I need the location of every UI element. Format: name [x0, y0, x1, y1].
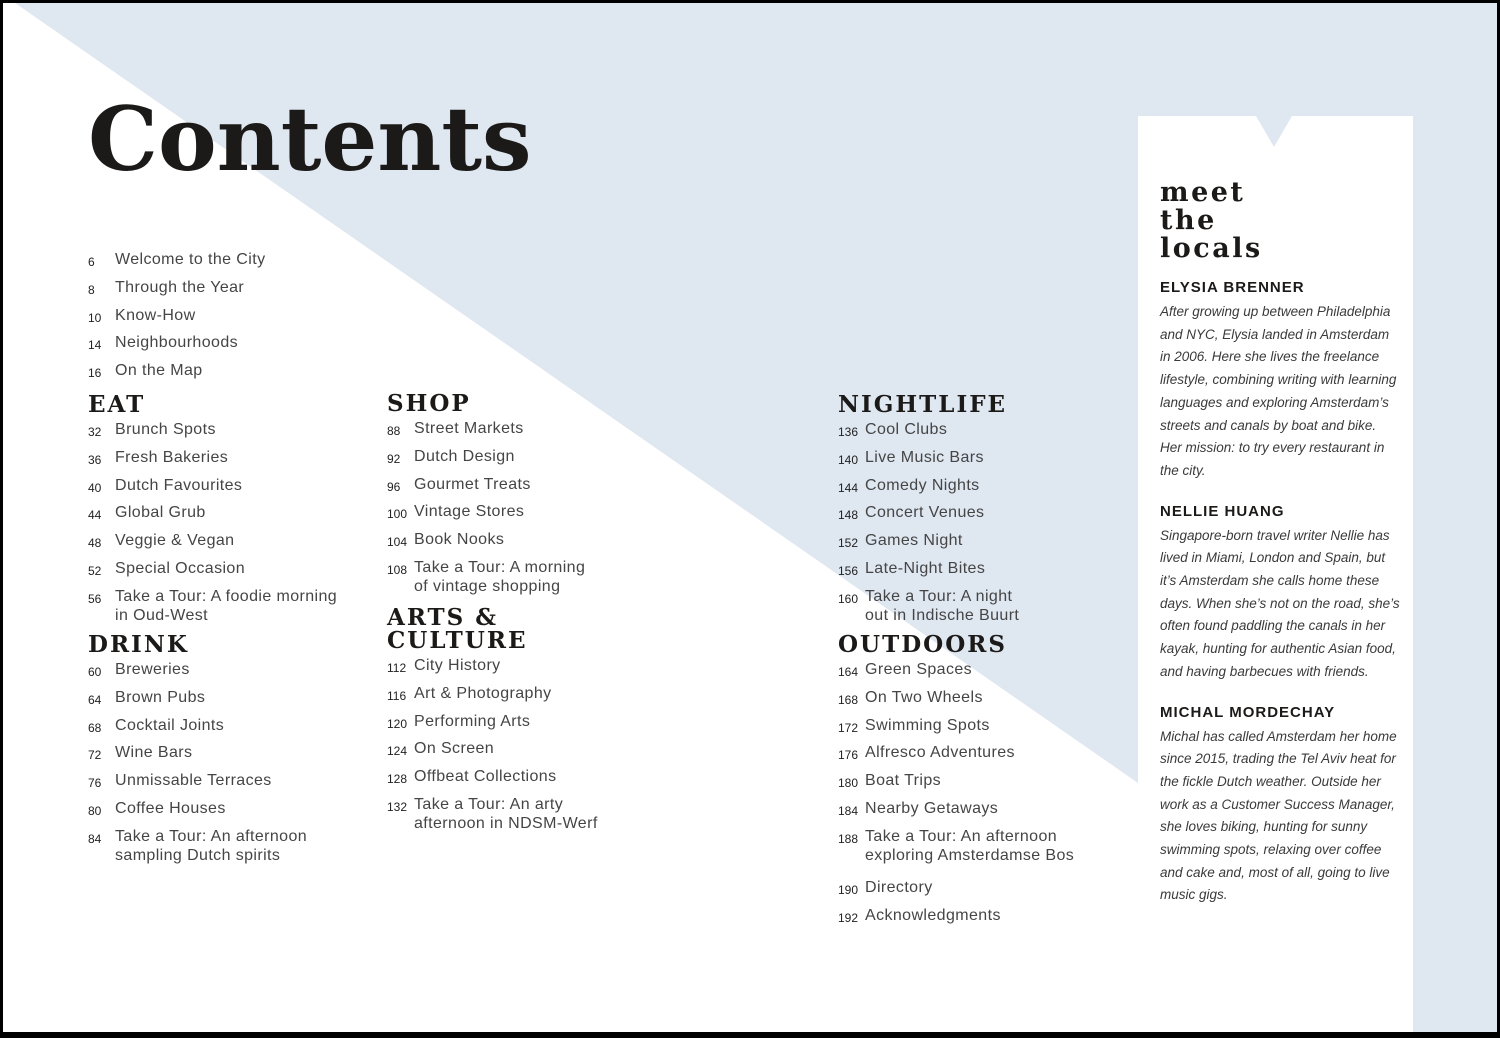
toc-entry — [838, 743, 1074, 765]
toc-entry — [838, 587, 1019, 625]
toc-entry — [88, 361, 265, 383]
section-heading-drink: DRINK — [88, 631, 189, 658]
toc-page-number: 6 — [88, 255, 95, 269]
toc-page-number: 68 — [88, 720, 102, 735]
toc-entry — [387, 684, 598, 706]
toc-page-number: 16 — [88, 366, 102, 381]
toc-entry — [88, 660, 307, 682]
contents-page — [3, 3, 1497, 1032]
person-block — [1160, 279, 1400, 483]
toc-entry-title: On Two Wheels — [865, 688, 983, 706]
toc-entry — [88, 716, 307, 738]
toc-entry-title: Take a Tour: An afternoon sampling Dutch spirits — [115, 827, 308, 864]
toc-entry — [88, 448, 337, 470]
toc-entry — [838, 906, 1001, 928]
toc-entry — [88, 743, 307, 765]
toc-entry-title: On the Map — [115, 362, 203, 380]
toc-entry-title: Performing Arts — [414, 712, 531, 730]
outdoors-section — [838, 633, 1074, 871]
person-name: ELYSIA BRENNER — [1160, 279, 1305, 296]
toc-entry-title: Cocktail Joints — [115, 716, 225, 734]
toc-entry-title: Fresh Bakeries — [115, 448, 229, 466]
toc-entry — [88, 420, 337, 442]
toc-entry-title: Global Grub — [115, 504, 206, 522]
toc-entry-title: Brunch Spots — [115, 421, 216, 438]
toc-page-number: 84 — [88, 831, 102, 846]
toc-entry — [838, 827, 1074, 865]
toc-entry — [88, 476, 337, 498]
toc-entry-title: Offbeat Collections — [414, 768, 557, 786]
toc-page-number: 184 — [838, 803, 859, 818]
toc-page-number: 36 — [88, 452, 102, 467]
toc-page-number: 192 — [838, 910, 859, 925]
toc-page-number: 96 — [387, 479, 401, 494]
toc-entry — [838, 688, 1074, 710]
toc-entry — [387, 795, 598, 833]
toc-page-number: 152 — [838, 536, 859, 551]
toc-page-number: 160 — [838, 591, 859, 606]
toc-entry — [88, 531, 337, 553]
toc-entry-title: Boat Trips — [865, 772, 942, 790]
meet-the-locals-panel — [1160, 179, 1400, 927]
toc-entry-title: Acknowledgments — [865, 906, 1001, 924]
toc-entry — [838, 476, 1019, 498]
toc-entry — [838, 503, 1019, 525]
section-heading-outdoors: OUTDOORS — [838, 631, 1007, 658]
section-heading-nightlife: NIGHTLIFE — [838, 391, 1008, 418]
toc-page-number: 188 — [838, 831, 859, 846]
toc-entry — [387, 558, 585, 596]
toc-entry-title: Coffee Houses — [115, 799, 226, 817]
toc-entry-title: Gourmet Treats — [414, 475, 531, 493]
toc-page-number: 72 — [88, 748, 102, 763]
toc-page-number: 32 — [88, 425, 102, 439]
toc-page-number: 132 — [387, 799, 408, 814]
toc-entry — [387, 419, 585, 441]
toc-entry-title: Brown Pubs — [115, 688, 206, 706]
person-bio: Singapore-born travel writer Nellie has lived in Miami, London and Spain, but it’s Amsterdam she calls home these days. When she’s not on the road, she’s often found paddling the canals in her kayak, hunting for authentic Asian food, and having barbecues with friends. — [1160, 527, 1400, 679]
toc-entry-title: Swimming Spots — [865, 716, 990, 734]
person-block — [1160, 503, 1400, 684]
toc-entry — [387, 475, 585, 497]
toc-page-number: 92 — [387, 451, 401, 466]
person-block — [1160, 704, 1400, 908]
toc-entry — [838, 799, 1074, 821]
toc-entry-title: Live Music Bars — [865, 448, 984, 466]
toc-entry — [387, 712, 598, 734]
toc-entry — [88, 771, 307, 793]
toc-entry-title: Know-How — [115, 306, 196, 324]
toc-entry-title: Unmissable Terraces — [115, 772, 272, 790]
shop-section — [387, 392, 585, 602]
toc-entry-title: Late-Night Bites — [865, 559, 986, 577]
toc-entry — [387, 767, 598, 789]
toc-entry — [387, 656, 598, 678]
toc-page-number: 116 — [387, 688, 407, 703]
toc-page-number: 48 — [88, 536, 102, 551]
toc-entry-title: Take a Tour: A night out in Indische Buurt — [865, 587, 1020, 624]
toc-entry-title: Comedy Nights — [865, 476, 980, 494]
toc-entry — [838, 448, 1019, 470]
toc-page-number: 148 — [838, 508, 859, 523]
toc-entry-title: Special Occasion — [115, 559, 246, 577]
toc-entry — [88, 278, 265, 300]
meet-the-locals-title: meet the locals — [1160, 177, 1263, 264]
toc-entry-title: Neighbourhoods — [115, 334, 239, 352]
toc-entry-title: Take a Tour: An arty afternoon in NDSM-Werf — [414, 795, 598, 832]
person-name: NELLIE HUANG — [1160, 502, 1285, 520]
drink-section — [88, 633, 307, 871]
toc-entry — [88, 559, 337, 581]
toc-page-number: 14 — [88, 338, 102, 353]
toc-page-number: 168 — [838, 692, 859, 707]
person-bio: Michal has called Amsterdam her home since 2015, trading the Tel Aviv heat for the fickle Dutch weather. Outside her work as a Customer Success Manager, she loves biking, hunting for sunny swimming spots, relaxing over coffee and cake and, most of all, going to live music gigs. — [1160, 728, 1397, 903]
person-name: MICHAL MORDECHAY — [1160, 703, 1336, 721]
arts-culture-section — [387, 606, 598, 839]
nightlife-section — [838, 393, 1019, 631]
toc-entry — [838, 559, 1019, 581]
toc-entry-title: Take a Tour: An afternoon exploring Amsterdamse Bos — [865, 827, 1075, 864]
toc-entry — [838, 660, 1074, 682]
toc-page-number: 76 — [88, 776, 102, 791]
toc-page-number: 190 — [838, 883, 859, 897]
toc-entry-title: Take a Tour: A morning of vintage shopping — [414, 558, 586, 595]
toc-entry — [838, 531, 1019, 553]
toc-page-number: 44 — [88, 508, 102, 523]
toc-page-number: 144 — [838, 480, 859, 495]
toc-page-number: 124 — [387, 744, 408, 759]
toc-page-number: 64 — [88, 692, 102, 707]
toc-entry — [88, 799, 307, 821]
section-heading-arts-culture: ARTS & CULTURE — [387, 604, 528, 654]
toc-entry-title: Vintage Stores — [414, 503, 525, 521]
toc-page-number: 120 — [387, 716, 408, 731]
toc-entry-title: City History — [414, 657, 501, 674]
toc-entry-title: Book Nooks — [414, 531, 505, 549]
toc-page-number: 172 — [838, 720, 859, 735]
toc-page-number: 140 — [838, 452, 859, 467]
toc-page-number: 100 — [387, 507, 408, 522]
toc-entry — [838, 771, 1074, 793]
toc-page-number: 80 — [88, 803, 102, 818]
toc-page-number: 164 — [838, 665, 859, 679]
toc-entry — [387, 530, 585, 552]
section-heading-shop: SHOP — [387, 390, 471, 417]
toc-entry-title: Wine Bars — [115, 744, 193, 762]
toc-entry-title: Green Spaces — [865, 661, 973, 678]
toc-page-number: 88 — [387, 424, 401, 438]
toc-page-number: 56 — [88, 591, 102, 606]
eat-section — [88, 393, 337, 631]
toc-entry-title: Concert Venues — [865, 504, 985, 522]
toc-page-number: 136 — [838, 425, 859, 439]
toc-entry-title: Street Markets — [414, 420, 524, 437]
toc-page-number: 156 — [838, 563, 859, 578]
toc-entry-title: Take a Tour: A foodie morning in Oud-West — [115, 587, 338, 624]
back-matter-section — [838, 878, 1001, 934]
toc-page-number: 108 — [387, 562, 408, 577]
toc-entry — [88, 250, 265, 272]
toc-entry — [387, 739, 598, 761]
toc-entry — [88, 503, 337, 525]
toc-entry-title: Dutch Favourites — [115, 476, 243, 494]
toc-entry-title: Through the Year — [115, 278, 245, 296]
toc-entry — [387, 502, 585, 524]
page-title: Contents — [88, 87, 532, 191]
toc-entry-title: Directory — [865, 879, 933, 896]
toc-entry — [387, 447, 585, 469]
toc-entry — [838, 878, 1001, 900]
toc-entry-title: Welcome to the City — [115, 251, 266, 268]
toc-page-number: 128 — [387, 772, 408, 787]
toc-entry-title: Veggie & Vegan — [115, 532, 235, 550]
toc-page-number: 180 — [838, 776, 859, 791]
toc-page-number: 40 — [88, 480, 102, 495]
toc-entry-title: Games Night — [865, 532, 963, 550]
toc-entry-title: Alfresco Adventures — [865, 744, 1015, 762]
toc-entry-title: Cool Clubs — [865, 421, 948, 438]
person-bio: After growing up between Philadelphia and NYC, Elysia landed in Amsterdam in 2006. Here she lives the freelance lifestyle, combining writing with learning languages and exploring Amsterdam’s streets and canals by boat and bike. Her mission: to try every restaurant in the city. — [1160, 304, 1397, 478]
toc-entry — [838, 716, 1074, 738]
toc-entry-title: Art & Photography — [414, 684, 552, 702]
toc-entry — [88, 333, 265, 355]
toc-entry — [88, 827, 307, 865]
toc-page-number: 104 — [387, 535, 408, 550]
toc-page-number: 176 — [838, 748, 859, 763]
toc-entry — [88, 306, 265, 328]
toc-page-number: 10 — [88, 310, 102, 325]
toc-entry — [88, 688, 307, 710]
toc-entry — [88, 587, 337, 625]
section-heading-eat: EAT — [88, 391, 146, 418]
toc-page-number: 52 — [88, 563, 102, 578]
toc-entry-title: Breweries — [115, 661, 190, 678]
toc-page-number: 60 — [88, 665, 102, 679]
intro-section — [88, 250, 265, 389]
toc-entry-title: Dutch Design — [414, 447, 515, 465]
toc-entry-title: On Screen — [414, 740, 495, 758]
toc-entry-title: Nearby Getaways — [865, 799, 999, 817]
toc-entry — [838, 420, 1019, 442]
toc-page-number: 8 — [88, 282, 95, 297]
toc-page-number: 112 — [387, 661, 407, 675]
